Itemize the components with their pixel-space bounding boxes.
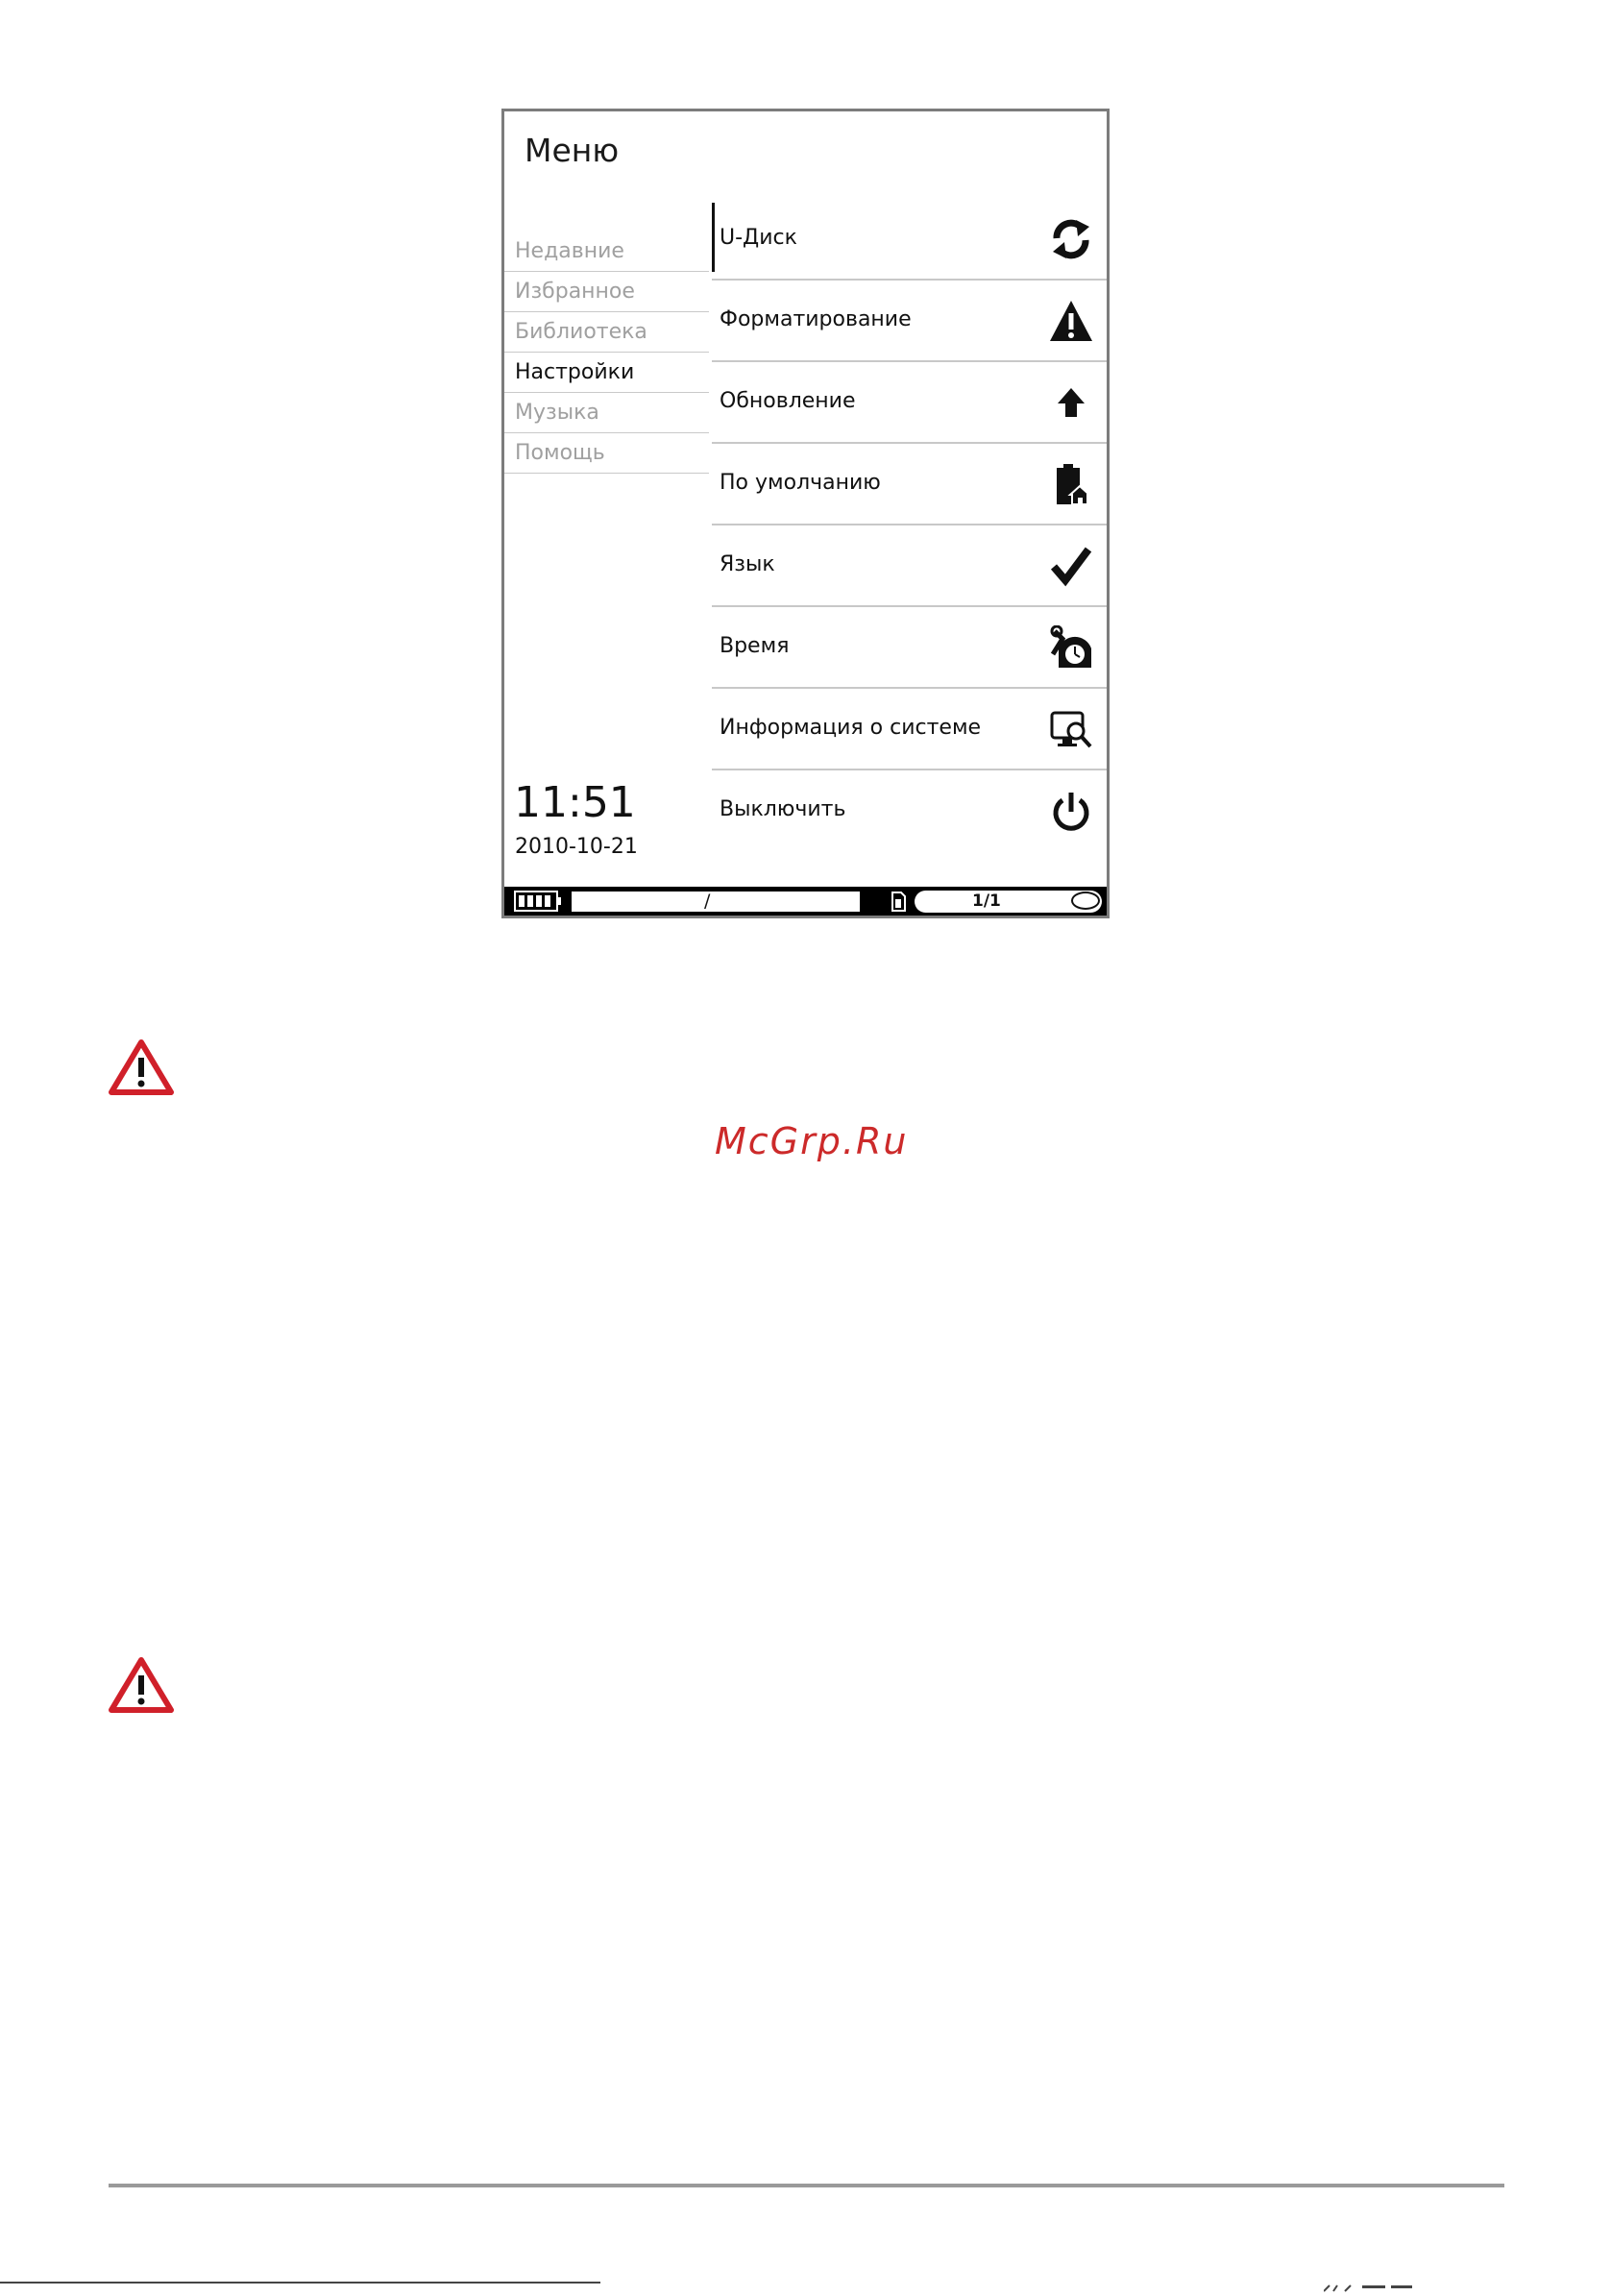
side-nav — [504, 232, 709, 474]
warning-triangle-icon — [109, 1038, 174, 1096]
device-screenshot — [501, 109, 1110, 918]
menu-title: Меню — [525, 132, 620, 169]
page-navigator[interactable] — [915, 891, 1102, 913]
settings-item-update[interactable] — [712, 362, 1107, 444]
settings-list — [712, 199, 1107, 852]
settings-item-label: Язык — [720, 552, 775, 576]
clipboard-home-icon — [1049, 462, 1093, 506]
monitor-search-icon — [1049, 707, 1093, 751]
checkmark-icon — [1049, 544, 1093, 588]
side-nav-item-music[interactable]: Музыка — [504, 393, 709, 433]
warning-icon — [1049, 299, 1093, 343]
settings-item-label: Информация о системе — [720, 716, 982, 740]
path-text: / — [704, 891, 711, 912]
page-indicator: 1/1 — [972, 892, 1001, 911]
side-nav-item-library[interactable]: Библиотека — [504, 312, 709, 353]
settings-item-language[interactable] — [712, 525, 1107, 607]
settings-item-label: Обновление — [720, 389, 856, 413]
warning-triangle-icon — [109, 1656, 174, 1714]
settings-item-label: Время — [720, 634, 790, 658]
power-icon — [1049, 789, 1093, 833]
settings-item-label: Выключить — [720, 797, 846, 821]
settings-item-defaults[interactable] — [712, 444, 1107, 525]
settings-item-u-disk[interactable] — [712, 199, 1107, 281]
settings-item-system-info[interactable] — [712, 689, 1107, 770]
path-field — [572, 892, 860, 912]
footer-rule — [109, 2184, 1504, 2187]
sd-card-icon — [891, 892, 906, 912]
date: 2010-10-21 — [515, 835, 638, 859]
side-nav-item-help[interactable]: Помощь — [504, 433, 709, 474]
settings-item-label: По умолчанию — [720, 471, 881, 495]
clock: 11:51 — [514, 778, 636, 827]
page-scroll-handle[interactable] — [1071, 892, 1100, 910]
bottom-edge-marks — [1324, 2278, 1412, 2285]
sync-icon — [1049, 217, 1093, 261]
settings-item-label: U-Диск — [720, 226, 797, 250]
battery-icon — [514, 891, 562, 912]
arrow-up-icon — [1049, 380, 1093, 425]
settings-item-time[interactable] — [712, 607, 1107, 689]
settings-item-power-off[interactable] — [712, 770, 1107, 852]
settings-item-format[interactable] — [712, 281, 1107, 362]
wrench-clock-icon — [1049, 625, 1093, 670]
side-nav-item-settings[interactable]: Настройки — [504, 353, 709, 393]
side-nav-item-favorites[interactable]: Избранное — [504, 272, 709, 312]
watermark: McGrp.Ru — [715, 1120, 909, 1162]
status-bar — [504, 887, 1107, 916]
bottom-edge-line — [0, 2282, 600, 2284]
settings-item-label: Форматирование — [720, 307, 912, 331]
side-nav-item-recent[interactable]: Недавние — [504, 232, 709, 272]
